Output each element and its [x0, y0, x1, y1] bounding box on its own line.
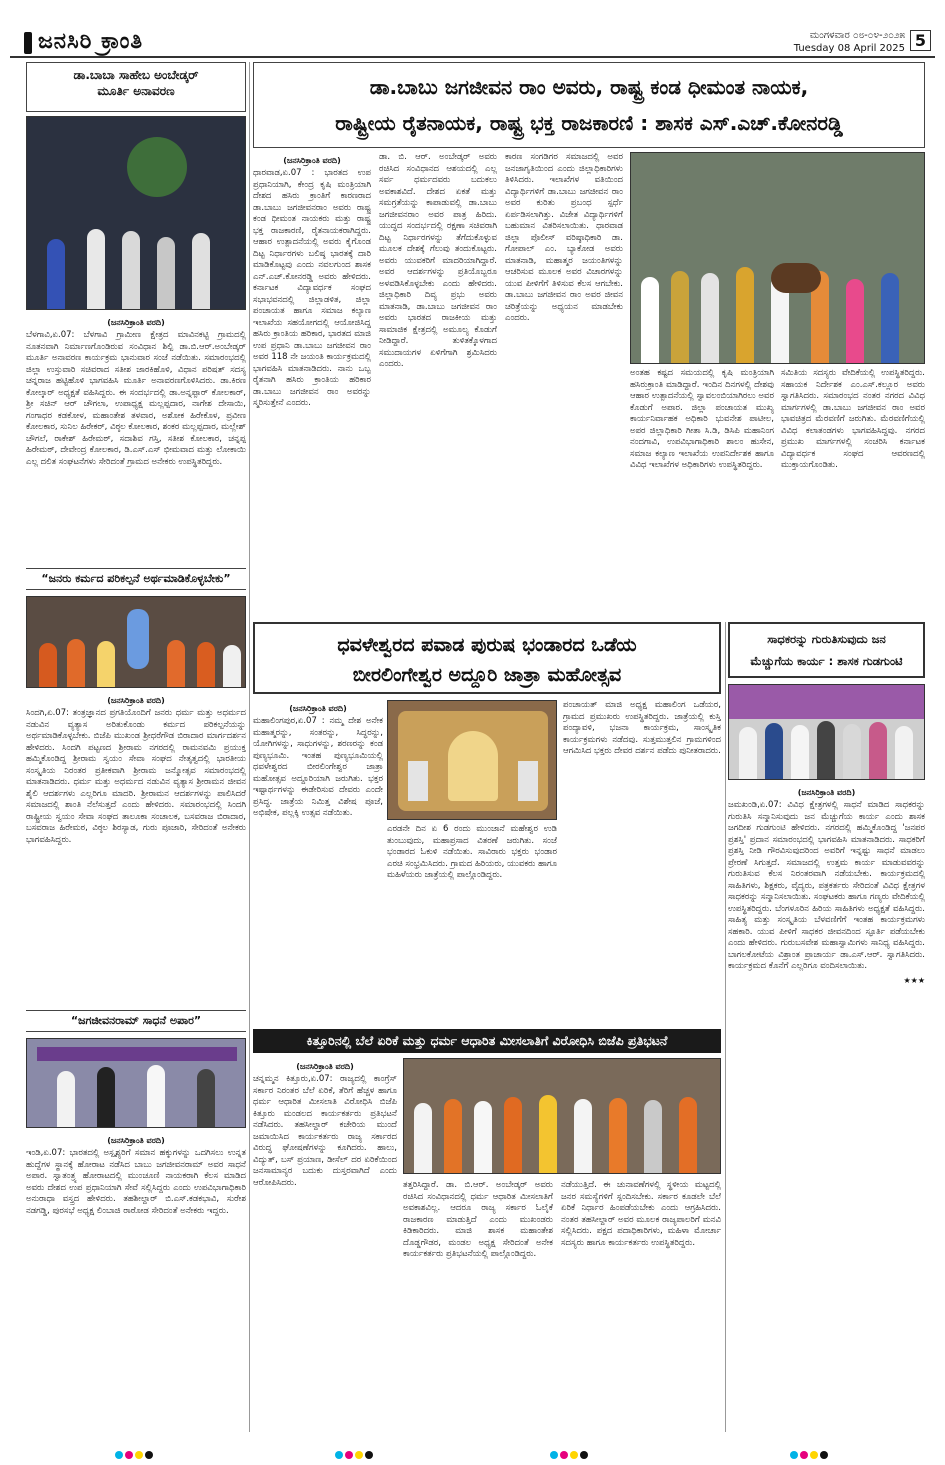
lead-col5-text: ಸಮಿತಿಯ ಸದಸ್ಯರು ವೇದಿಕೆಯಲ್ಲಿ ಉಪಸ್ಥಿತರಿದ್ದರು. ಸಹಾಯಕ ನಿರ್ದೇಶಕ ಎಂ.ಎಸ್.ಕಲ್ಲೂರ ಅವರು ಸ್ವಾಗತಿಸಿದರು. ಸಮಾರಂಭದ ನಂತರ ನಗರದ ವಿವಿಧ ಮಾರ್ಗಗಳಲ್ಲಿ ಡಾ.ಬಾಬು ಜಗಜೀವನ ರಾಂ ಅವರ ಭಾವಚಿತ್ರದ ಮೆರವಣಿಗೆ ಜರುಗಿತು. ಮೆರವಣಿಗೆಯಲ್ಲಿ ವಿವಿಧ ಕಲಾತಂಡಗಳು ಭಾಗವಹಿಸಿದ್ದವು. ನಗರದ ಪ್ರಮುಖ ಮಾರ್ಗಗಳಲ್ಲಿ ಸಂಚರಿಸಿ ಕರ್ನಾಟಕ ವಿದ್ಯಾವರ್ಧಕ ಸಂಘದ ಆವರಣದಲ್ಲಿ ಮುಕ್ತಾಯಗೊಂಡಿತು.	[781, 368, 925, 470]
registration-dot	[580, 1451, 588, 1459]
story2-quote: “ಜನರು ಕರ್ಮದ ಪರಿಕಲ್ಪನೆ ಅರ್ಥಮಾಡಿಕೊಳ್ಳಬೇಕು”	[26, 568, 246, 590]
lead-col2-text: ಡಾ. ಬಿ. ಆರ್. ಅಂಬೇಡ್ಕರ್ ಅವರು ರಚಿಸಿದ ಸಂವಿಧಾನದ ಆಶಯದಲ್ಲಿ ಎಲ್ಲ ಸರ್ವ ಧರ್ಮದವರು ಬದುಕಲು ಅವಕಾಶವಿದೆ. ದೇಶದ ಏಕತೆ ಮತ್ತು ಸಮಗ್ರತೆಯನ್ನು ಕಾಪಾಡುವಲ್ಲಿ ಡಾ.ಬಾಬು ಜಗಜೀವನರಾಂ ಅವರ ಪಾತ್ರ ಹಿರಿದು. ಯುದ್ಧದ ಸಂದರ್ಭದಲ್ಲಿ ರಕ್ಷಣಾ ಸಚಿವರಾಗಿ ದಿಟ್ಟ ನಿರ್ಧಾರಗಳನ್ನು ತೆಗೆದುಕೊಳ್ಳುವ ಮೂಲಕ ದೇಶಕ್ಕೆ ಗೆಲುವು ತಂದುಕೊಟ್ಟರು. ಅವರು ಯುವಕರಿಗೆ ಮಾದರಿಯಾಗಿದ್ದಾರೆ. ಅವರ ಆದರ್ಶಗಳನ್ನು ಪ್ರತಿಯೊಬ್ಬರೂ ಅಳವಡಿಸಿಕೊಳ್ಳಬೇಕು ಎಂದು ಹೇಳಿದರು. ಜಿಲ್ಲಾಧಿಕಾರಿ ದಿವ್ಯ ಪ್ರಭು ಅವರು ಮಾತನಾಡಿ, ಡಾ.ಬಾಬು ಜಗಜೀವನ ರಾಂ ಅವರು ಭಾರತದ ರಾಜಕೀಯ ಮತ್ತು ಸಾಮಾಜಿಕ ಕ್ಷೇತ್ರದಲ್ಲಿ ಅಮೂಲ್ಯ ಕೊಡುಗೆ ನೀಡಿದ್ದಾರೆ. ತುಳಿತಕ್ಕೊಳಗಾದ ಸಮುದಾಯಗಳ ಏಳಿಗೆಗಾಗಿ ಶ್ರಮಿಸಿದರು ಎಂದರು.	[379, 152, 497, 369]
lead-headline-line2: ರಾಷ್ಟ್ರೀಯ ರೈತನಾಯಕ, ರಾಷ್ಟ್ರ ಭಕ್ತ ರಾಜಕಾರಣಿ : ಶಾಸಕ ಎಸ್.ಎಚ್.ಕೋನರಡ್ಡಿ	[335, 111, 843, 135]
end-mark: ★★★	[903, 975, 925, 985]
story2-text	[26, 692, 246, 1004]
masthead	[10, 8, 935, 58]
lead-byline: (ಜನಸಿರಿಕ್ರಾಂತಿ ವರದಿ)	[283, 156, 341, 165]
lead-col-3	[505, 152, 623, 614]
registration-dot	[335, 1451, 343, 1459]
registration-dot	[125, 1451, 133, 1459]
story3-quote-box	[26, 1010, 246, 1034]
left-column	[26, 62, 246, 1432]
story1-text	[26, 314, 246, 560]
bottom-headline: ಕಿತ್ತೂರಿನಲ್ಲಿ ಬೆಲೆ ಏರಿಕೆ ಮತ್ತು ಧರ್ಮ ಆಧಾರಿತ ಮೀಸಲಾತಿಗೆ ವಿರೋಧಿಸಿ ಬಿಜೆಪಿ ಪ್ರತಿಭಟನೆ	[253, 1029, 721, 1053]
mid-byline: (ಜನಸಿರಿಕ್ರಾಂತಿ ವರದಿ)	[289, 704, 347, 713]
story2-photo	[26, 596, 246, 688]
lead-headline-box	[253, 62, 925, 148]
right-photo	[728, 684, 925, 780]
story1-headline-line1: ಡಾ.ಬಾಬಾ ಸಾಹೇಬ ಅಂಬೇಡ್ಕರ್	[73, 68, 199, 82]
date-kannada: ಮಂಗಳವಾರ ೦೮-೦೪-೨೦೨೫	[809, 30, 905, 41]
story1-body: ಬೆಳಗಾವಿ,ಏ.07: ಬೆಳಗಾವಿ ಗ್ರಾಮೀಣ ಕ್ಷೇತ್ರದ ಮಾವಿನಕಟ್ಟಿ ಗ್ರಾಮದಲ್ಲಿ ನೂತನವಾಗಿ ನಿರ್ಮಾಣಗೊಂಡಿರುವ ಸಂವಿಧಾನ ಶಿಲ್ಪಿ ಡಾ.ಬಿ.ಆರ್.ಅಂಬೇಡ್ಕರ್ ಮೂರ್ತಿ ಅನಾವರಣ ಕಾರ್ಯಕ್ರಮ ಭಾನುವಾರ ಸಂಜೆ ನಡೆಯಿತು. ಸಮಾರಂಭದಲ್ಲಿ ಜಿಲ್ಲಾ ಉಸ್ತುವಾರಿ ಸಚಿವರಾದ ಸತೀಶ ಜಾರಕಿಹೊಳಿ, ವಿಧಾನ ಪರಿಷತ್ ಸದಸ್ಯ ಚನ್ನರಾಜ ಹಟ್ಟಿಹೊಳಿ ಭಾಗವಹಿಸಿ ಮೂರ್ತಿ ಅನಾವರಣಗೊಳಿಸಿದರು. ಡಾ.ಕಿರಣ ಕೋಲ್ಕಾರ್ ಅಧ್ಯಕ್ಷತೆ ವಹಿಸಿದ್ದರು. ಈ ಸಂದರ್ಭದಲ್ಲಿ ಡಾ.ಅನ್ನಪ್ಪಾರ್ ಕೋಲಕಾರ್, ಶ್ರೀ ಸಚಿನ್ ಆರ್ ಚೌಗಲಾ, ಉಪಾಧ್ಯಕ್ಷ ಮಲ್ಲಪ್ಪದಾರ, ನಾಗೇಶ ದೇಸಾಯಿ, ಗಂಗಾಧರ ಕಡಕೋಳ, ಮಹಾಂತೇಶ ತಳವಾರ, ಅಶೋಕ ಹಿರೇಕೊಳ, ಪ್ರವೀಣ ಕೋಲಕಾರ, ಸುನಿಲ ಹಿರೇಕರ್, ವಿಠ್ಠಲ ಕೋಲಕಾರ, ಶಂಕರ ಮಲ್ಲಪ್ಪದಾರ, ಮಲ್ಲೇಶ್ ಚೌಗಲೆ, ರಾಕೇಶ್ ಹಿರೇಮಠ್, ಸದಾಶಿವ ಗಸ್ತಿ, ಸತೀಶ ಕೋಲಕಾರ, ಚನ್ನಪ್ಪ ಹಿರೇಮಠ್, ದೇವೇಂದ್ರ ಕೋಲಕಾರ, ಡಿ.ಎಸ್.ಎಸ್ ಭೀಮವಾದ ಮತ್ತು ಲೋಕಾಯಿ ಎಲ್ಲ ದಲಿತ ಸಂಘಟನೆಗಳು ಸೇರಿದಂತೆ ಗ್ರಾಮದ ಅನೇಕರು ಉಪಸ್ಥಿತರಿದ್ದರು.	[26, 330, 246, 467]
story1-headline-box	[26, 62, 246, 112]
registration-dot	[550, 1451, 558, 1459]
date-english: Tuesday 08 April 2025	[793, 43, 905, 54]
story3-body: ಇಂಡಿ,ಏ.07: ಭಾರತದಲ್ಲಿ ಅಸ್ಪೃಶ್ಯರಿಗೆ ಸಮಾನ ಹಕ್ಕುಗಳನ್ನು ಒದಗಿಸಲು ಉನ್ನತ ಹುದ್ದೆಗಳ ಸ್ಥಾನಕ್ಕೆ ಹೋರಾಟ ನಡೆಸಿದ ಬಾಬು ಜಗಜೀವನರಾಮ್ ಅವರ ಸಾಧನೆ ಅಪಾರ. ಸ್ವಾತಂತ್ರ್ಯ ಹೋರಾಟದಲ್ಲಿ ಮುಂಚೂಣಿ ನಾಯಕರಾಗಿ ಕೆಲಸ ಮಾಡಿದ ಅವರು ದೇಶದ ಉಪ ಪ್ರಧಾನಿಯಾಗಿ ಸೇವೆ ಸಲ್ಲಿಸಿದ್ದರು ಎಂದು ಉಪವಿಭಾಗಾಧಿಕಾರಿ ಅನುರಾಧಾ ವಸ್ತ್ರದ ಹೇಳಿದರು. ತಹಶೀಲ್ದಾರ್ ಬಿ.ಎಸ್.ಕಡಕಭಾವಿ, ಸುರೇಶ ನಡಗಡ್ಡಿ, ಪುರಸಭೆ ಅಧ್ಯಕ್ಷ ಲಿಂಬಾಜಿ ರಾಠೋಡ ಸೇರಿದಂತೆ ಅನೇಕರು ಇದ್ದರು.	[26, 1148, 246, 1216]
right-body: ಜಮಖಂಡಿ,ಏ.07: ವಿವಿಧ ಕ್ಷೇತ್ರಗಳಲ್ಲಿ ಸಾಧನೆ ಮಾಡಿದ ಸಾಧಕರನ್ನು ಗುರುತಿಸಿ ಸನ್ಮಾನಿಸುವುದು ಜನ ಮೆಚ್ಚುಗೆಯ ಕಾರ್ಯ ಎಂದು ಶಾಸಕ ಜಗದೀಶ ಗುಡಗುಂಟಿ ಹೇಳಿದರು. ನಗರದಲ್ಲಿ ಹಮ್ಮಿಕೊಂಡಿದ್ದ 'ಜನಪರ ಪ್ರಶಸ್ತಿ' ಪ್ರದಾನ ಸಮಾರಂಭದಲ್ಲಿ ಭಾಗವಹಿಸಿ ಮಾತನಾಡಿದರು. ಸಾಧಕರಿಗೆ ಪ್ರಶಸ್ತಿ ನೀಡಿ ಗೌರವಿಸುವುದರಿಂದ ಅವರಿಗೆ ಇನ್ನಷ್ಟು ಸಾಧನೆ ಮಾಡಲು ಪ್ರೇರಣೆ ಸಿಗುತ್ತದೆ. ಸಮಾಜದಲ್ಲಿ ಉತ್ತಮ ಕಾರ್ಯ ಮಾಡುವವರನ್ನು ಗುರುತಿಸುವ ಕೆಲಸ ನಿರಂತರವಾಗಿ ನಡೆಯಬೇಕು. ಕಾರ್ಯಕ್ರಮದಲ್ಲಿ ಸಾಹಿತಿಗಳು, ಶಿಕ್ಷಕರು, ವೈದ್ಯರು, ಪತ್ರಕರ್ತರು ಸೇರಿದಂತೆ ವಿವಿಧ ಕ್ಷೇತ್ರಗಳ ಸಾಧಕರನ್ನು ಸನ್ಮಾನಿಸಲಾಯಿತು. ಸಂಘಟಕರು ಹಾಗೂ ಗಣ್ಯರು ವೇದಿಕೆಯಲ್ಲಿ ಉಪಸ್ಥಿತರಿದ್ದರು. ಬೆಂಗಳೂರಿನ ಹಿರಿಯ ಸಾಹಿತಿಗಳು ಅಧ್ಯಕ್ಷತೆ ವಹಿಸಿದ್ದರು. ಸಾಹಿತ್ಯ ಮತ್ತು ಸಂಸ್ಕೃತಿಯ ಬೆಳವಣಿಗೆಗೆ ಇಂತಹ ಕಾರ್ಯಕ್ರಮಗಳು ಸಹಕಾರಿ. ಯುವ ಪೀಳಿಗೆ ಸಾಧಕರ ಜೀವನದಿಂದ ಸ್ಫೂರ್ತಿ ಪಡೆಯಬೇಕು ಎಂದು ಹೇಳಿದರು. ಗುರುಬಸವೇಶ ಮಹಾಸ್ವಾಮಿಗಳು ಸಾನಿಧ್ಯ ವಹಿಸಿದ್ದರು. ಬಾಗಲಕೋಟೆಯ ವಿಶ್ರಾಂತ ಪ್ರಾಚಾರ್ಯ ಡಾ.ಎಸ್.ಆರ್. ಸ್ವಾಗತಿಸಿದರು. ಕಾರ್ಯಕ್ರಮದ ಕೊನೆಗೆ ಎಲ್ಲರಿಗೂ ವಂದಿಸಲಾಯಿತು.	[728, 800, 925, 971]
story2-byline: (ಜನಸಿರಿಕ್ರಾಂತಿ ವರದಿ)	[107, 696, 165, 705]
registration-dot	[790, 1451, 798, 1459]
registration-dot	[560, 1451, 568, 1459]
mid-headline-line1: ಧವಳೇಶ್ವರದ ಪವಾಡ ಪುರುಷ ಭಂಡಾರದ ಒಡೆಯ	[337, 634, 637, 656]
lead-col4-text: ಅಂತಹ ಕಷ್ಟದ ಸಮಯದಲ್ಲಿ ಕೃಷಿ ಮಂತ್ರಿಯಾಗಿ ಹಸಿರುಕ್ರಾಂತಿ ಮಾಡಿದ್ದಾರೆ. ಇಂದಿನ ದಿನಗಳಲ್ಲಿ ದೇಶವು ಆಹಾರ ಉತ್ಪಾದನೆಯಲ್ಲಿ ಸ್ವಾವಲಂಬಿಯಾಗಿರಲು ಅವರ ಕೊಡುಗೆ ಅಪಾರ. ಜಿಲ್ಲಾ ಪಂಚಾಯತ ಮುಖ್ಯ ಕಾರ್ಯನಿರ್ವಾಹಕ ಅಧಿಕಾರಿ ಭುವನೇಶ ಪಾಟೀಲ, ಅಪರ ಜಿಲ್ಲಾಧಿಕಾರಿ ಗೀತಾ ಸಿ.ಡಿ, ಡಿಸಿಪಿ ಮಹಾನಿಂಗ ನಂದಗಾವಿ, ಉಪವಿಭಾಗಾಧಿಕಾರಿ ಶಾಲಂ ಹುಸೇನ, ಸಮಾಜ ಕಲ್ಯಾಣ ಇಲಾಖೆಯ ಉಪನಿರ್ದೇಶಕ ಹಾಗೂ ವಿವಿಧ ಇಲಾಖೆಗಳ ಅಧಿಕಾರಿಗಳು ಉಪಸ್ಥಿತರಿದ್ದರು.	[630, 368, 774, 470]
registration-dot	[365, 1451, 373, 1459]
mid-headline-line2: ಬೀರಲಿಂಗೇಶ್ವರ ಅದ್ದೂರಿ ಜಾತ್ರಾ ಮಹೋತ್ಸವ	[352, 664, 622, 686]
mid-headline-box	[253, 622, 721, 694]
registration-dot	[820, 1451, 828, 1459]
registration-dot	[355, 1451, 363, 1459]
lead-col3-text: ಕಾರಣ ಸಂಗಡಿಗರ ಸಮಾಜದಲ್ಲಿ ಅವರ ಜನಜಾಗೃತಿಯಿಂದ ಎಂದು ಜಿಲ್ಲಾಧಿಕಾರಿಗಳು ತಿಳಿಸಿದರು. ಇಲಾಖೆಗಳ ವತಿಯಿಂದ ವಿದ್ಯಾರ್ಥಿಗಳಿಗೆ ಡಾ.ಬಾಬು ಜಗಜೀವನ ರಾಂ ಅವರ ಕುರಿತು ಪ್ರಬಂಧ ಸ್ಪರ್ಧೆ ಏರ್ಪಡಿಸಲಾಗಿತ್ತು. ವಿಜೇತ ವಿದ್ಯಾರ್ಥಿಗಳಿಗೆ ಬಹುಮಾನ ವಿತರಿಸಲಾಯಿತು. ಧಾರವಾಡ ಜಿಲ್ಲಾ ಪೊಲೀಸ್ ವರಿಷ್ಠಾಧಿಕಾರಿ ಡಾ. ಗೋಪಾಲ್ ಎಂ. ಬ್ಯಾಕೋಡ ಅವರು ಮಾತನಾಡಿ, ಮಹಾತ್ಮರ ಜಯಂತಿಗಳನ್ನು ಆಚರಿಸುವ ಮೂಲಕ ಅವರ ವಿಚಾರಗಳನ್ನು ಯುವ ಪೀಳಿಗೆಗೆ ತಿಳಿಸುವ ಕೆಲಸ ಆಗಬೇಕು. ಡಾ.ಬಾಬು ಜಗಜೀವನ ರಾಂ ಅವರ ಜೀವನ ಚರಿತ್ರೆಯನ್ನು ಅಧ್ಯಯನ ಮಾಡಬೇಕು ಎಂದರು.	[505, 152, 623, 323]
bottom-col-3	[561, 1180, 721, 1432]
lead-photo	[630, 152, 925, 364]
print-marks-center-left	[335, 1444, 375, 1454]
lead-col-2	[379, 152, 497, 614]
registration-dot	[145, 1451, 153, 1459]
right-byline: (ಜನಸಿರಿಕ್ರಾಂತಿ ವರದಿ)	[797, 788, 856, 797]
page-number: 5	[910, 30, 931, 51]
right-headline-line2: ಮೆಚ್ಚುಗೆಯ ಕಾರ್ಯ : ಶಾಸಕ ಗುಡಗುಂಟಿ	[750, 654, 903, 668]
story2-quote-box	[26, 568, 246, 592]
registration-dot	[570, 1451, 578, 1459]
registration-dot	[135, 1451, 143, 1459]
bottom-col2-text: ತತ್ತರಿಸಿದ್ದಾರೆ. ಡಾ. ಬಿ.ಆರ್. ಅಂಬೇಡ್ಕರ್ ಅವರು ರಚಿಸಿದ ಸಂವಿಧಾನದಲ್ಲಿ ಧರ್ಮ ಆಧಾರಿತ ಮೀಸಲಾತಿಗೆ ಅವಕಾಶವಿಲ್ಲ. ಆದರೂ ರಾಜ್ಯ ಸರ್ಕಾರ ಓಲೈಕೆ ರಾಜಕಾರಣ ಮಾಡುತ್ತಿದೆ ಎಂದು ಮುಖಂಡರು ಕಿಡಿಕಾರಿದರು. ಮಾಜಿ ಶಾಸಕ ಮಹಾಂತೇಶ ದೊಡ್ಡಗೌಡರ, ಮಂಡಲ ಅಧ್ಯಕ್ಷ ಸೇರಿದಂತೆ ಅನೇಕ ಕಾರ್ಯಕರ್ತರು ಪ್ರತಿಭಟನೆಯಲ್ಲಿ ಪಾಲ್ಗೊಂಡಿದ್ದರು.	[403, 1180, 553, 1259]
mid-col1-text: ಮಹಾಲಿಂಗಪುರ,ಏ.07 : ನಮ್ಮ ದೇಶ ಅನೇಕ ಮಹಾತ್ಮರನ್ನು, ಸಂತರನ್ನು, ಸಿದ್ಧರನ್ನು, ಯೋಗಿಗಳನ್ನು, ಸಾಧುಗಳನ್ನು, ಶರಣರನ್ನು ಕಂಡ ಪುಣ್ಯಭೂಮಿ. ಇಂತಹ ಪುಣ್ಯಭೂಮಿಯಲ್ಲಿ ಧವಳೇಶ್ವರದ ಬೀರಲಿಂಗೇಶ್ವರ ಜಾತ್ರಾ ಮಹೋತ್ಸವ ಅದ್ದೂರಿಯಾಗಿ ಜರುಗಿತು. ಭಕ್ತರ ಇಷ್ಟಾರ್ಥಗಳನ್ನು ಈಡೇರಿಸುವ ದೇವರು ಎಂದೇ ಪ್ರಸಿದ್ಧ. ಜಾತ್ರೆಯ ನಿಮಿತ್ತ ವಿಶೇಷ ಪೂಜೆ, ಅಭಿಷೇಕ, ಪಲ್ಲಕ್ಕಿ ಉತ್ಸವ ನಡೆಯಿತು.	[253, 716, 383, 818]
story1-headline-line2: ಮೂರ್ತಿ ಅನಾವರಣ	[97, 84, 175, 99]
bottom-col1-text: ಚನ್ನಮ್ಮನ ಕಿತ್ತೂರು,ಏ.07: ರಾಜ್ಯದಲ್ಲಿ ಕಾಂಗ್ರೆಸ್ ಸರ್ಕಾರ ನಿರಂತರ ಬೆಲೆ ಏರಿಕೆ, ತೆರಿಗೆ ಹೆಚ್ಚಳ ಹಾಗೂ ಧರ್ಮ ಆಧಾರಿತ ಮೀಸಲಾತಿ ವಿರೋಧಿಸಿ ಬಿಜೆಪಿ ಕಿತ್ತೂರು ಮಂಡಲದ ಕಾರ್ಯಕರ್ತರು ಪ್ರತಿಭಟನೆ ನಡೆಸಿದರು. ತಹಸೀಲ್ದಾರ್ ಕಚೇರಿಯ ಮುಂದೆ ಜಮಾಯಿಸಿದ ಕಾರ್ಯಕರ್ತರು ರಾಜ್ಯ ಸರ್ಕಾರದ ವಿರುದ್ಧ ಘೋಷಣೆಗಳನ್ನು ಕೂಗಿದರು. ಹಾಲು, ವಿದ್ಯುತ್, ಬಸ್ ಪ್ರಯಾಣ, ಡೀಸೆಲ್ ದರ ಏರಿಕೆಯಿಂದ ಜನಸಾಮಾನ್ಯರ ಬದುಕು ದುಸ್ತರವಾಗಿದೆ ಎಂದು ಆರೋಪಿಸಿದರು.	[253, 1074, 397, 1188]
mid-col3-text: ಪಂಚಾಯತ್ ಮಾಜಿ ಅಧ್ಯಕ್ಷ ಮಹಾಲಿಂಗ ಒಡೆಯರ, ಗ್ರಾಮದ ಪ್ರಮುಖರು ಉಪಸ್ಥಿತರಿದ್ದರು. ಜಾತ್ರೆಯಲ್ಲಿ ಕುಸ್ತಿ ಪಂದ್ಯಾವಳಿ, ಭಜನಾ ಕಾರ್ಯಕ್ರಮ, ಸಾಂಸ್ಕೃತಿಕ ಕಾರ್ಯಕ್ರಮಗಳು ನಡೆದವು. ಸುತ್ತಮುತ್ತಲಿನ ಗ್ರಾಮಗಳಿಂದ ಆಗಮಿಸಿದ ಭಕ್ತರು ದೇವರ ದರ್ಶನ ಪಡೆದು ಪುನೀತರಾದರು.	[563, 700, 721, 756]
story1-byline: (ಜನಸಿರಿಕ್ರಾಂತಿ ವರದಿ)	[107, 318, 165, 327]
lead-col1-text: ಧಾರವಾಡ,ಏ.07 : ಭಾರತದ ಉಪ ಪ್ರಧಾನಿಯಾಗಿ, ಕೇಂದ್ರ ಕೃಷಿ ಮಂತ್ರಿಯಾಗಿ ದೇಶದ ಹಸಿರು ಕ್ರಾಂತಿಗೆ ಕಾರಣರಾದ ಡಾ.ಬಾಬು ಜಗಜೀವನರಾಂ ಅವರು ರಾಷ್ಟ್ರ ಕಂಡ ಧೀಮಂತ ನಾಯಕರು ಮತ್ತು ರಾಷ್ಟ್ರ ಭಕ್ತ ರಾಜಕಾರಣಿ, ರೈತನಾಯಕರಾಗಿದ್ದರು. ಆಹಾರ ಉತ್ಪಾದನೆಯಲ್ಲಿ ಅವರು ಕೈಗೊಂಡ ದಿಟ್ಟ ನಿರ್ಧಾರಗಳು ಬಲಿಷ್ಠ ಭಾರತಕ್ಕೆ ದಾರಿ ಮಾಡಿಕೊಟ್ಟವು ಎಂದು ನವಲಗುಂದ ಶಾಸಕ ಎನ್.ಎಚ್.ಕೋನರಡ್ಡಿ ಅವರು ಹೇಳಿದರು. ಕರ್ನಾಟಕ ವಿದ್ಯಾವರ್ಧಕ ಸಂಘದ ಸಭಾಭವನದಲ್ಲಿ ಜಿಲ್ಲಾಡಳಿತ, ಜಿಲ್ಲಾ ಪಂಚಾಯತ ಹಾಗೂ ಸಮಾಜ ಕಲ್ಯಾಣ ಇಲಾಖೆಯ ಸಹಯೋಗದಲ್ಲಿ ಆಯೋಜಿಸಿದ್ದ ಹಸಿರು ಕ್ರಾಂತಿಯ ಹರಿಕಾರ, ಭಾರತದ ಮಾಜಿ ಉಪ ಪ್ರಧಾನಿ ಡಾ.ಬಾಬು ಜಗಜೀವನ ರಾಂ ಅವರ 118 ನೇ ಜಯಂತಿ ಕಾರ್ಯಕ್ರಮದಲ್ಲಿ ಭಾಗವಹಿಸಿ ಮಾತನಾಡಿದರು. ನಾನು ಒಬ್ಬ ರೈತನಾಗಿ ಹಸಿರು ಕ್ರಾಂತಿಯ ಹರಿಕಾರ ಡಾ.ಬಾಬು ಜಗಜೀವನ ರಾಂ ಅವರನ್ನು ಸ್ಮರಿಸುತ್ತೇನೆ ಎಂದರು.	[253, 168, 371, 408]
lead-col-5	[781, 368, 925, 614]
bottom-photo	[403, 1058, 721, 1174]
story2-body: ಸಿಂದಗಿ,ಏ.07: ತಂತ್ರಜ್ಞಾನದ ಪ್ರಗತಿಯೊಂದಿಗೆ ಜನರು ಧರ್ಮ ಮತ್ತು ಅಧರ್ಮದ ನಡುವಿನ ವ್ಯತ್ಯಾಸ ಅರಿತುಕೊಂಡು ಕರ್ಮದ ಪರಿಕಲ್ಪನೆಯನ್ನು ಅರ್ಥಮಾಡಿಕೊಳ್ಳಬೇಕು. ಬಿಜೆಪಿ ಮುಖಂಡ ಶ್ರೀಧರೆಗೌಡ ಬಿರಾದಾರ ಮಾರ್ಗದರ್ಶನ ಹೇಳಿದರು. ಸಿಂದಗಿ ಪಟ್ಟಣದ ಶ್ರೀರಾಮ ನಗರದಲ್ಲಿ ರಾಮನವಮಿ ಪ್ರಯುಕ್ತ ಹಮ್ಮಿಕೊಂಡಿದ್ದ ಶ್ರೀರಾಮ ಸ್ವಯಂ ಸೇವಾ ಸಂಘದ ನೇತೃತ್ವದಲ್ಲಿ ಭಾರತೀಯ ಸಂಸ್ಕೃತಿಯ ನಿರಂತರ ಪ್ರತೀಕವಾಗಿ ಶ್ರೀರಾಮ ಜನ್ಮೋತ್ಸವ ಸಮಾರಂಭದಲ್ಲಿ ಮಾತನಾಡಿದರು. ಧರ್ಮ ಮತ್ತು ಅಧರ್ಮದ ನಡುವಿನ ವ್ಯತ್ಯಾಸ ಶ್ರೀರಾಮನ ಜೀವನ ಶೈಲಿ ಆದರ್ಶಗಳು ಎಲ್ಲರಿಗೂ ಮಾದರಿ. ಶ್ರೀರಾಮನ ಆದರ್ಶಗಳನ್ನು ಪಾಲಿಸಿದರೆ ಸಮಾಜದಲ್ಲಿ ಶಾಂತಿ ನೆಲೆಸುತ್ತದೆ ಎಂದು ಹೇಳಿದರು. ಸಮಾರಂಭದಲ್ಲಿ ಸಿಂದಗಿ ರಾಷ್ಟ್ರೀಯ ಸ್ವಯಂ ಸೇವಾ ಸಂಘದ ತಾಲೂಕಾ ಸಂಚಾಲಕ, ಬಸವರಾಜ ಬಿರಾದಾರ, ಬಸವರಾಜ ಹಿರೇಮಠ, ವಿಠ್ಠಲ ಶಿರಸ್ಯಾಡ, ಗುರು ಪೂಜಾರಿ, ಸೇರಿದಂತೆ ಅನೇಕರು ಭಾಗವಹಿಸಿದ್ದರು.	[26, 708, 246, 845]
mid-photo	[387, 700, 557, 820]
print-marks-right	[790, 1444, 830, 1454]
print-marks-center-right	[550, 1444, 590, 1454]
mid-col-3	[563, 700, 721, 1022]
bottom-col-2	[403, 1180, 553, 1432]
bottom-col3-text: ನಡೆಯುತ್ತಿದೆ. ಈ ಚುನಾವಣೆಗಳಲ್ಲಿ ಸ್ಥಳೀಯ ಮಟ್ಟದಲ್ಲಿ ಜನರ ಸಮಸ್ಯೆಗಳಿಗೆ ಸ್ಪಂದಿಸಬೇಕು. ಸರ್ಕಾರ ಕೂಡಲೇ ಬೆಲೆ ಏರಿಕೆ ನಿರ್ಧಾರ ಹಿಂಪಡೆಯಬೇಕು ಎಂದು ಆಗ್ರಹಿಸಿದರು. ನಂತರ ತಹಸೀಲ್ದಾರ್ ಅವರ ಮೂಲಕ ರಾಜ್ಯಪಾಲರಿಗೆ ಮನವಿ ಸಲ್ಲಿಸಿದರು. ಪಕ್ಷದ ಪದಾಧಿಕಾರಿಗಳು, ಮಹಿಳಾ ಮೋರ್ಚಾ ಸದಸ್ಯರು ಹಾಗೂ ಕಾರ್ಯಕರ್ತರು ಉಪಸ್ಥಿತರಿದ್ದರು.	[561, 1180, 721, 1248]
lead-col-1	[253, 152, 371, 614]
mid-col-1	[253, 700, 383, 1022]
right-headline-line1: ಸಾಧಕರನ್ನು ಗುರುತಿಸುವುದು ಜನ	[767, 632, 886, 646]
story3-byline: (ಜನಸಿರಿಕ್ರಾಂತಿ ವರದಿ)	[107, 1136, 165, 1145]
mid-col2-text: ಎರಡನೇ ದಿನ ಏ 6 ರಂದು ಮುಂಜಾನೆ ಮಹೇಶ್ವರ ಉಡಿ ತುಂಬುವುದು, ಮಹಾಪ್ರಸಾದ ವಿತರಣೆ ಜರುಗಿತು. ಸಂಜೆ ಭಂಡಾರದ ಓಕುಳಿ ನಡೆಯಿತು. ಸಾವಿರಾರು ಭಕ್ತರು ಭಂಡಾರ ಎರಚಿ ಸಂಭ್ರಮಿಸಿದರು. ಗ್ರಾಮದ ಹಿರಿಯರು, ಯುವಕರು ಹಾಗೂ ಮಹಿಳೆಯರು ಜಾತ್ರೆಯಲ್ಲಿ ಪಾಲ್ಗೊಂಡಿದ್ದರು.	[387, 824, 557, 880]
story3-photo	[26, 1038, 246, 1128]
registration-dot	[115, 1451, 123, 1459]
lead-col-4	[630, 368, 774, 614]
lead-headline-line1: ಡಾ.ಬಾಬು ಜಗಜೀವನ ರಾಂ ಅವರು, ರಾಷ್ಟ್ರ ಕಂಡ ಧೀಮಂತ ನಾಯಕ,	[369, 75, 809, 99]
story3-text	[26, 1132, 246, 1432]
right-headline-box	[728, 622, 925, 678]
story1-photo	[26, 116, 246, 310]
mid-col-2	[387, 824, 557, 1022]
registration-dot	[800, 1451, 808, 1459]
bottom-col-1	[253, 1058, 397, 1432]
paper-name: ಜನಸಿರಿ ಕ್ರಾಂತಿ	[38, 28, 144, 54]
right-story-text	[728, 784, 925, 1432]
registration-dot	[810, 1451, 818, 1459]
bottom-byline: (ಜನಸಿರಿಕ್ರಾಂತಿ ವರದಿ)	[296, 1062, 354, 1071]
lead-story-columns	[253, 152, 625, 614]
story3-quote: “ಜಗಜೀವನರಾಮ್ ಸಾಧನೆ ಅಪಾರ”	[26, 1010, 246, 1032]
print-marks-left	[115, 1444, 155, 1454]
registration-dot	[345, 1451, 353, 1459]
